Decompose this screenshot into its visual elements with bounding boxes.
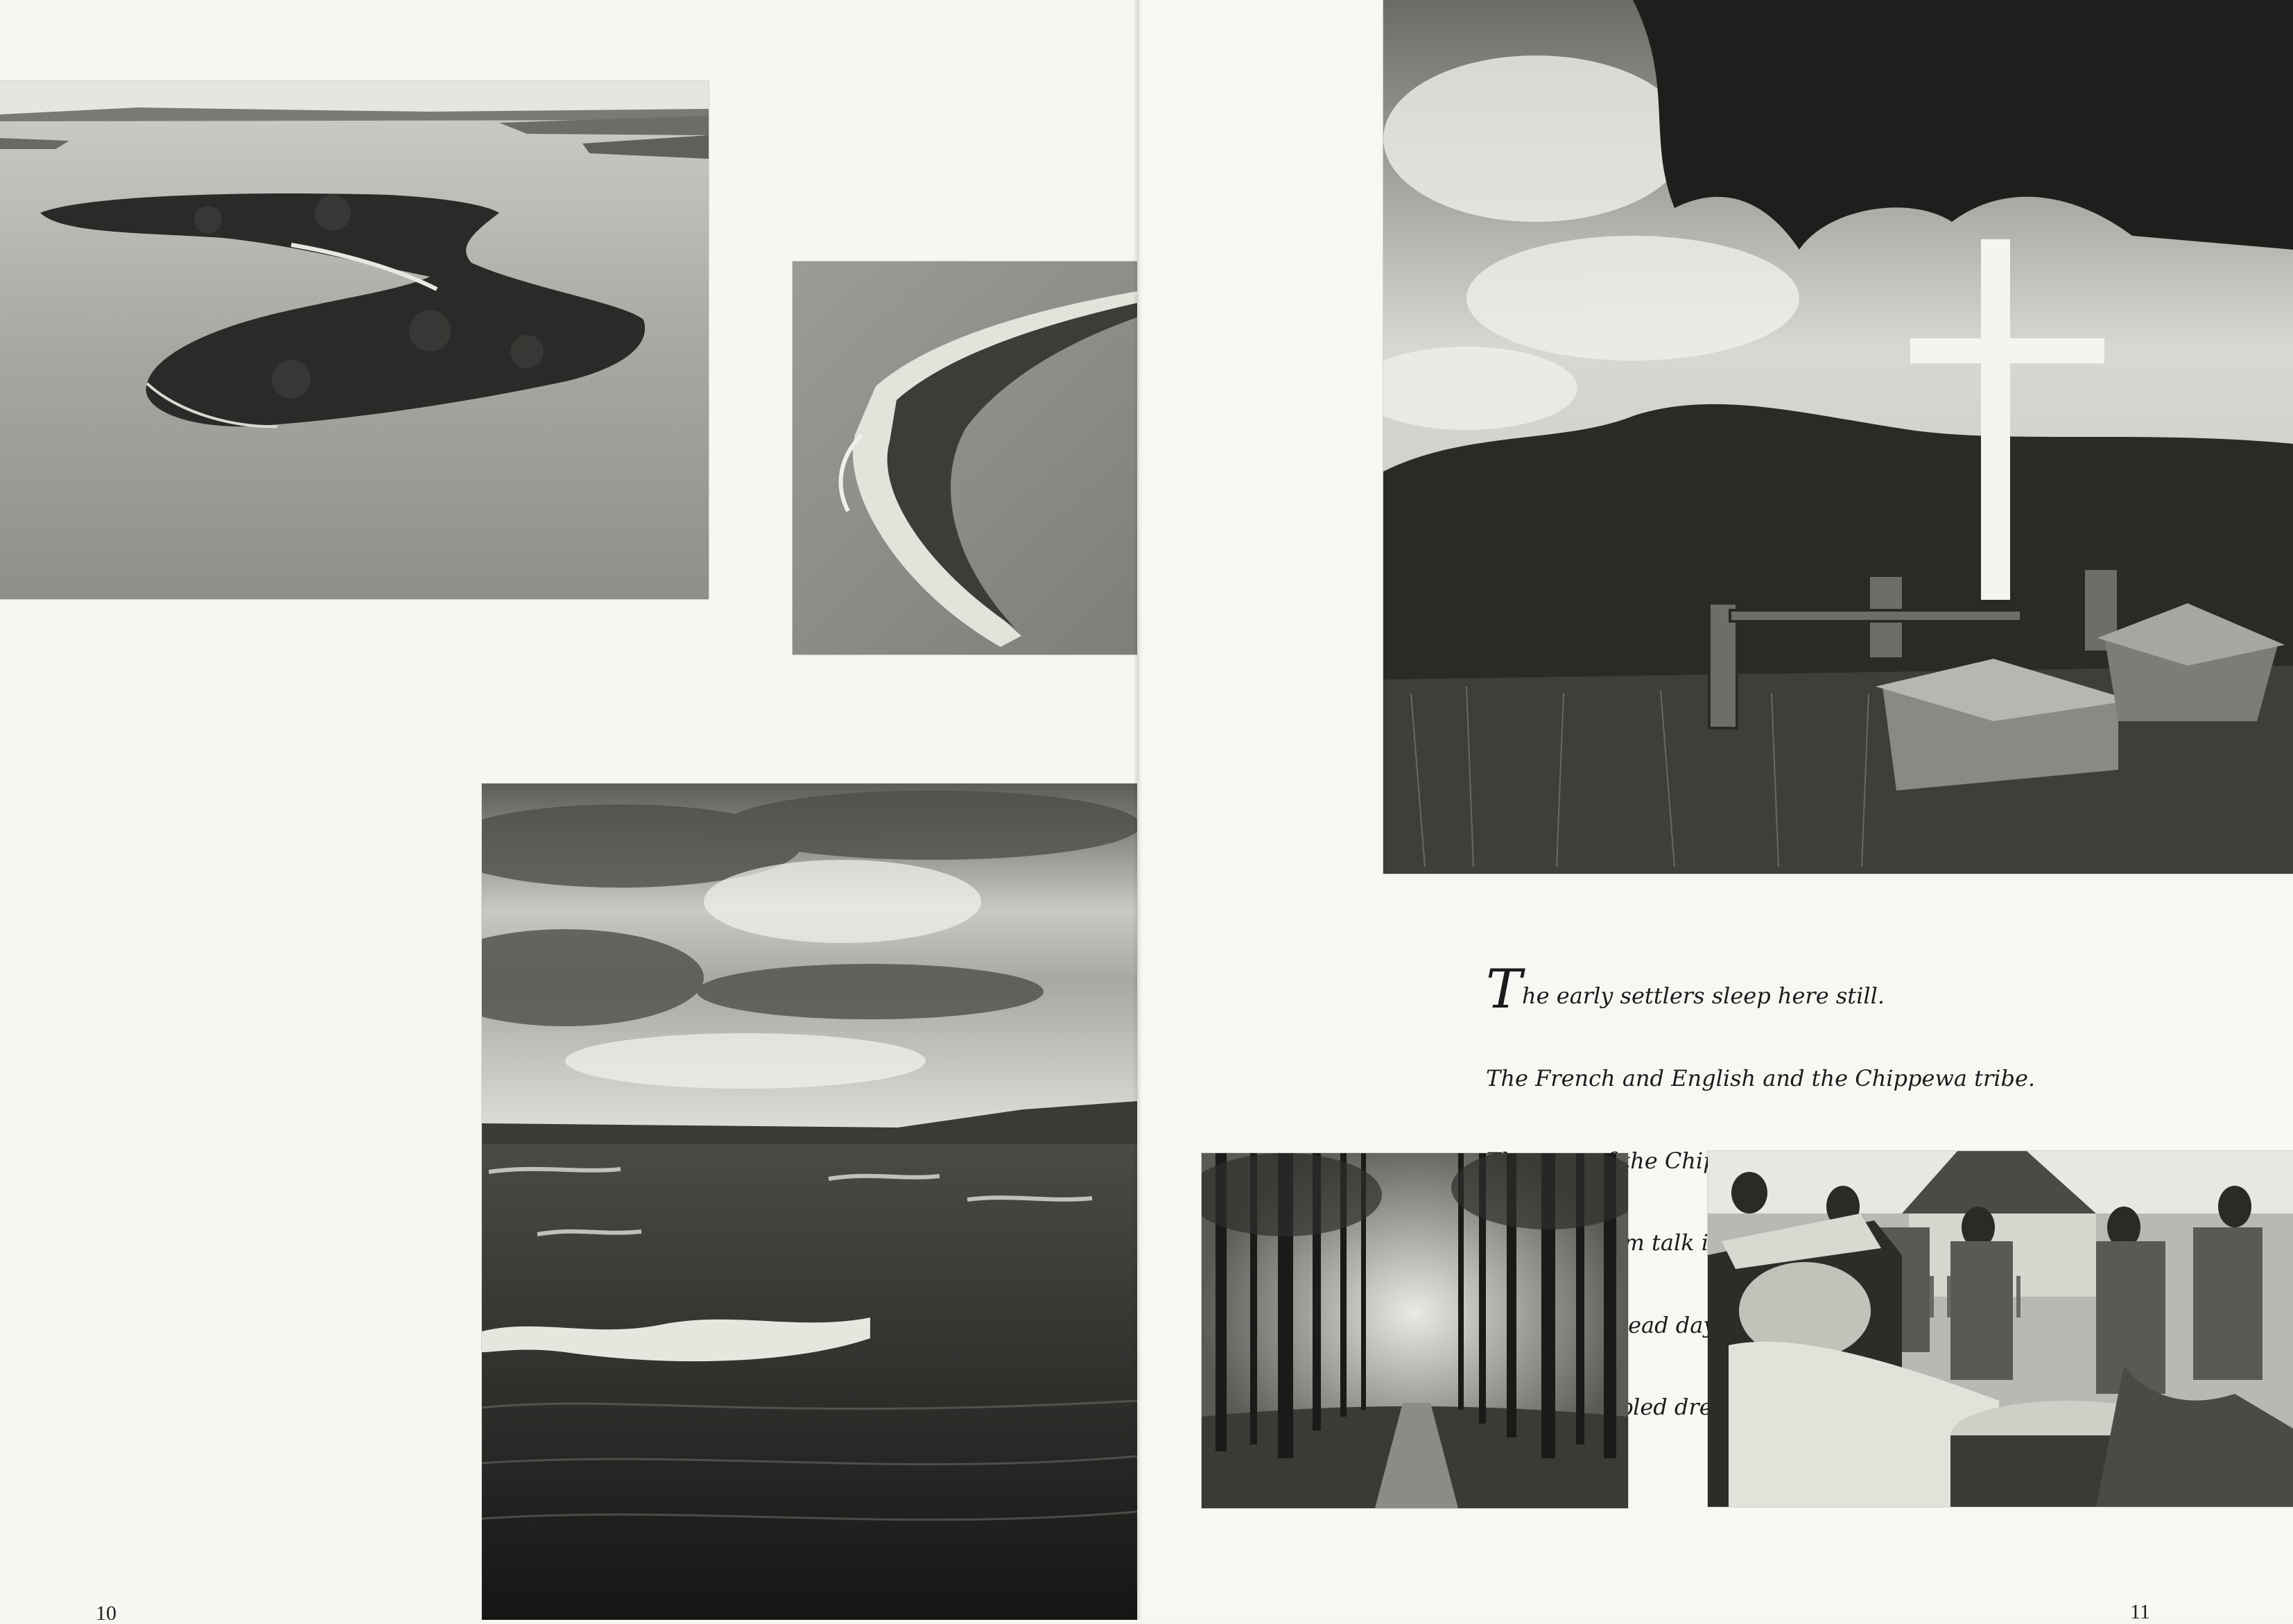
text-line bbox=[1486, 958, 2035, 1021]
left-page bbox=[0, 0, 1137, 1620]
text-line: the bbox=[1621, 1147, 1658, 1174]
cross-cemetery-photo bbox=[1383, 0, 2293, 874]
chippewa-drummers-photo bbox=[1708, 1151, 2293, 1507]
text-line: dead days bbox=[1613, 1311, 1727, 1338]
page-number-left: 10 bbox=[96, 1602, 116, 1620]
page-number-right: 11 bbox=[2130, 1600, 2150, 1623]
text-line: talk bbox=[1652, 1229, 1695, 1256]
binding-gutter bbox=[1133, 0, 1143, 1620]
stormy-waves-photo bbox=[482, 784, 1137, 1620]
forest-path-photo bbox=[1202, 1153, 1628, 1508]
aerial-island-photo bbox=[0, 81, 709, 599]
dropcap: T bbox=[1486, 958, 1523, 1021]
text-line-content: he early settlers sleep here still. bbox=[1522, 983, 1885, 1009]
aerial-sandspit-photo bbox=[793, 261, 1137, 655]
text-line: The French and English and the Chippewa tribe. bbox=[1486, 1065, 2036, 1091]
